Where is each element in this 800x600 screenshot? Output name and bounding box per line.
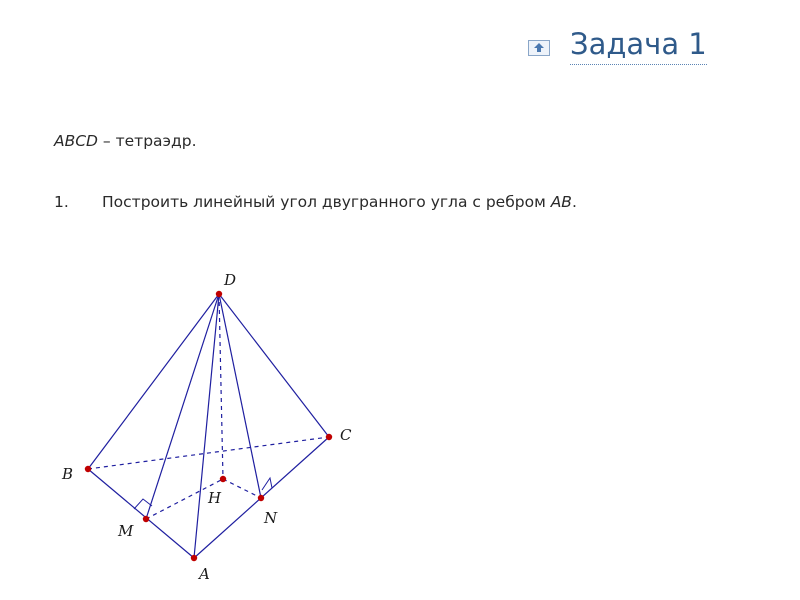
task-text-end: . [571,193,577,211]
point-A [191,555,197,561]
label-C: C [340,426,352,444]
label-N: N [264,509,278,527]
label-M: M [118,522,134,540]
intro-rest: – тетраэдр. [98,132,197,150]
point-N [258,495,264,501]
point-M [143,516,149,522]
edge-name: AB [550,193,572,211]
edge-BC-hidden [88,437,329,469]
segment-HN [223,479,261,498]
point-B [85,466,91,472]
point-H [220,476,226,482]
page-title[interactable]: Задача 1 [570,26,707,65]
task-number: 1. [54,193,69,211]
right-angle-mark-N [262,478,272,490]
label-A: A [199,565,210,583]
label-B: B [62,465,74,483]
height-DH [219,294,223,479]
tetrahedron-name: ABCD [54,132,98,150]
task-text-main: Построить линейный угол двугранного угла с ребром [102,193,551,211]
edge-DB [88,294,219,469]
point-D [216,291,222,297]
label-D: D [224,271,237,289]
label-H: H [208,489,222,507]
edge-BA [88,469,194,558]
point-C [326,434,332,440]
edge-DC [219,294,329,437]
segment-DN [219,294,261,498]
